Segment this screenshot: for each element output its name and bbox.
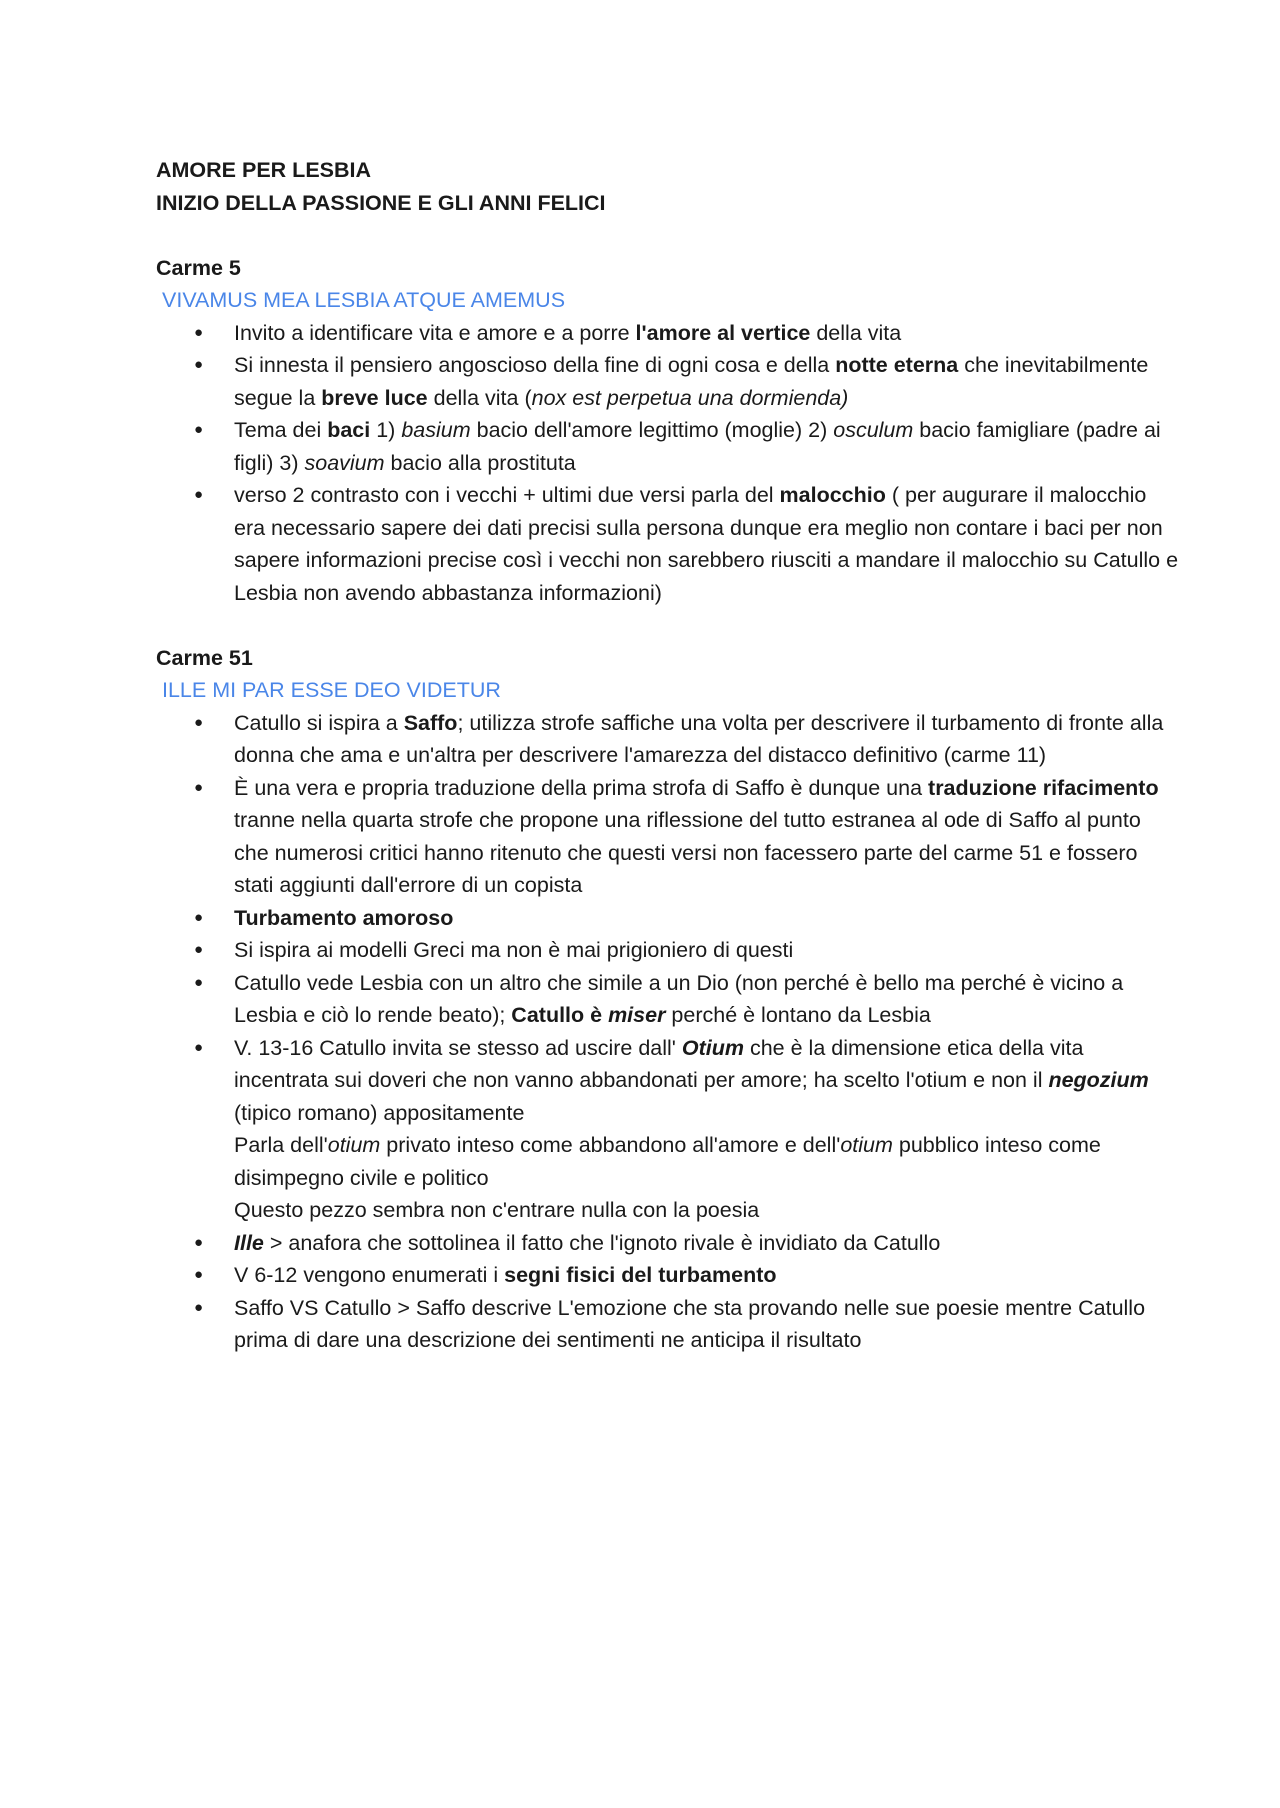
bullet-icon: ● xyxy=(194,973,204,991)
list-item: ● V. 13-16 Catullo invita se stesso ad uscire dall' Otium che è la dimensione etica della vita incentrata sui doveri che non vanno abbandonati per amore; ha scelto l'otium e non il negozium (tipico romano) appositamente Parla dell'otium privato inteso come abbandono all'amore e dell'otium pubblico inteso come disimpegno civile e politico Questo pezzo sembra non c'entrare nulla con la poesia xyxy=(156,1032,1180,1227)
carme5-bullet-list xyxy=(156,317,1180,610)
bullet-icon: ● xyxy=(194,713,204,731)
carme5-heading: Carme 5 xyxy=(156,255,241,280)
list-item: ● Tema dei baci 1) basium bacio dell'amore legittimo (moglie) 2) osculum bacio famigliare (padre ai figli) 3) soavium bacio alla prostituta xyxy=(156,414,1180,479)
list-item: ● Turbamento amoroso xyxy=(156,902,1180,935)
document-subtitle: INIZIO DELLA PASSIONE E GLI ANNI FELICI xyxy=(156,190,606,215)
list-item: ● Catullo vede Lesbia con un altro che simile a un Dio (non perché è bello ma perché è vicino a Lesbia e ciò lo rende beato); Catullo è miser perché è lontano da Lesbia xyxy=(156,967,1180,1032)
list-item: ● Invito a identificare vita e amore e a porre l'amore al vertice della vita xyxy=(156,317,1180,350)
list-item: ● Si innesta il pensiero angoscioso della fine di ogni cosa e della notte eterna che inevitabilmente segue la breve luce della vita (nox est perpetua una dormienda) xyxy=(156,349,1180,414)
list-item: ● verso 2 contrasto con i vecchi + ultimi due versi parla del malocchio ( per augurare il malocchio era necessario sapere dei dati precisi sulla persona dunque era meglio non contare i baci per non sapere informazioni precise così i vecchi non sarebbero riusciti a mandare il malocchio su Catullo e Lesbia non avendo abbastanza informazioni) xyxy=(156,479,1180,609)
list-item: ● Catullo si ispira a Saffo; utilizza strofe saffiche una volta per descrivere il turbamento di fronte alla donna che ama e un'altra per descrivere l'amarezza del distacco definitivo (carme 11) xyxy=(156,707,1180,772)
spacer xyxy=(156,219,1180,252)
document-title: AMORE PER LESBIA xyxy=(156,158,372,182)
carme5-subtitle: VIVAMUS MEA LESBIA ATQUE AMEMUS xyxy=(162,288,566,312)
list-item-continuation: Questo pezzo sembra non c'entrare nulla con la poesia xyxy=(234,1198,760,1222)
bullet-icon: ● xyxy=(194,1038,204,1056)
list-item: ● V 6-12 vengono enumerati i segni fisici del turbamento xyxy=(156,1259,1180,1292)
carme51-subtitle: ILLE MI PAR ESSE DEO VIDETUR xyxy=(162,678,501,702)
bullet-icon: ● xyxy=(194,1298,204,1316)
bullet-icon: ● xyxy=(194,941,204,958)
bullet-icon: ● xyxy=(194,1266,204,1283)
bullet-icon: ● xyxy=(194,778,204,796)
carme51-heading: Carme 51 xyxy=(156,645,253,670)
bullet-icon: ● xyxy=(194,323,204,341)
list-item: ● Si ispira ai modelli Greci ma non è mai prigioniero di questi xyxy=(156,934,1180,967)
bullet-icon: ● xyxy=(194,486,204,503)
bullet-icon: ● xyxy=(194,1233,204,1251)
carme51-bullet-list xyxy=(156,707,1180,1357)
list-item-continuation: Parla dell'otium privato inteso come abbandono all'amore e dell'otium pubblico inteso come disimpegno civile e politico xyxy=(234,1133,1101,1190)
list-item: ● Ille > anafora che sottolinea il fatto che l'ignoto rivale è invidiato da Catullo xyxy=(156,1227,1180,1260)
bullet-icon: ● xyxy=(194,356,204,373)
spacer xyxy=(156,609,1180,642)
list-item: ● Saffo VS Catullo > Saffo descrive L'emozione che sta provando nelle sue poesie mentre Catullo prima di dare una descrizione dei sentimenti ne anticipa il risultato xyxy=(156,1292,1180,1357)
bullet-icon: ● xyxy=(194,908,204,926)
list-item: ● È una vera e propria traduzione della prima strofa di Saffo è dunque una traduzione rifacimento tranne nella quarta strofe che propone una riflessione del tutto estranea al ode di Saffo al punto che numerosi critici hanno ritenuto che questi versi non facessero parte del carme 51 e fossero stati aggiunti dall'errore di un copista xyxy=(156,772,1180,902)
bullet-icon: ● xyxy=(194,421,204,438)
